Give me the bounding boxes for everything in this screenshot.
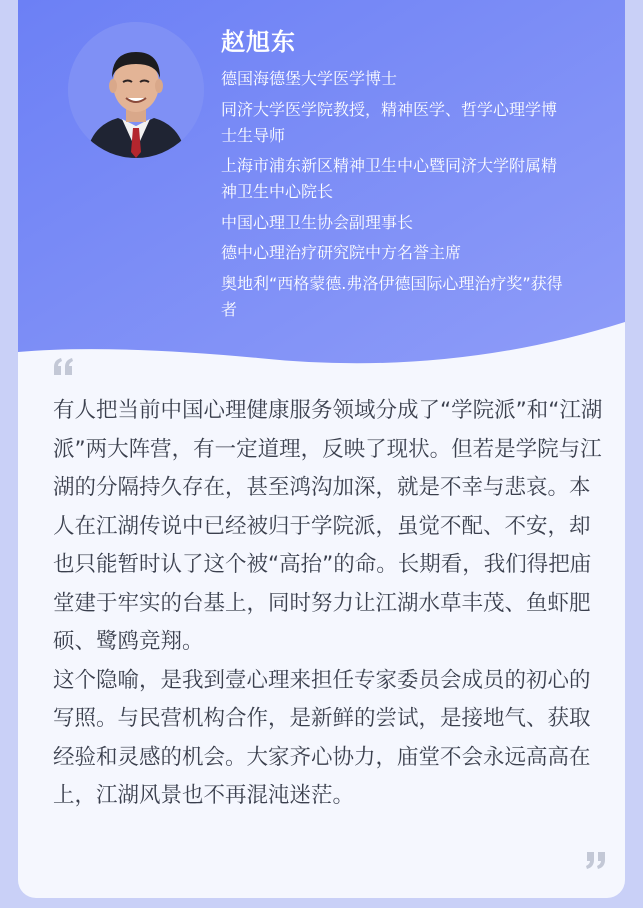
credential-item: 奥地利“西格蒙德.弗洛伊德国际心理治疗奖”获得者: [221, 273, 563, 319]
credential-item: 上海市浦东新区精神卫生中心暨同济大学附属精神卫生中心院长: [221, 156, 558, 201]
profile-card: [18, 0, 625, 898]
credential-item: 德国海德堡大学医学博士: [221, 69, 398, 88]
credential-item: 德中心理治疗研究院中方名誉主席: [221, 243, 462, 262]
quote-paragraph: 有人把当前中国心理健康服务领域分成了“学院派”和“江湖派”两大阵营，有一定道理，反映了现状。但若是学院与江湖的分隔持久存在，甚至鸿沟加深，就是不幸与悲哀。本人在江湖传说中已经被归于学院派，虽觉不配、不安，却也只能暂时认了这个被“高抬”的命。长期看，我们得把庙堂建于牢实的台基上，同时努力让江湖水草丰茂、鱼虾肥硕、鹭鸥竞翔。: [53, 398, 603, 654]
portrait-image: [68, 22, 204, 158]
credentials-list: [221, 66, 566, 327]
person-name: 赵旭东: [221, 28, 296, 56]
close-quote-icon: [585, 850, 607, 872]
quote-text: [53, 392, 603, 816]
quote-paragraph: 这个隐喻，是我到壹心理来担任专家委员会成员的初心的写照。与民营机构合作，是新鲜的尝试，是接地气、获取经验和灵感的机会。大家齐心协力，庙堂不会永远高高在上，江湖风景也不再混沌迷茫。: [53, 667, 591, 808]
avatar: [68, 22, 204, 158]
credential-item: 同济大学医学院教授，精神医学、哲学心理学博士生导师: [221, 99, 558, 145]
credential-item: 中国心理卫生协会副理事长: [221, 212, 414, 232]
open-quote-icon: [52, 355, 74, 377]
